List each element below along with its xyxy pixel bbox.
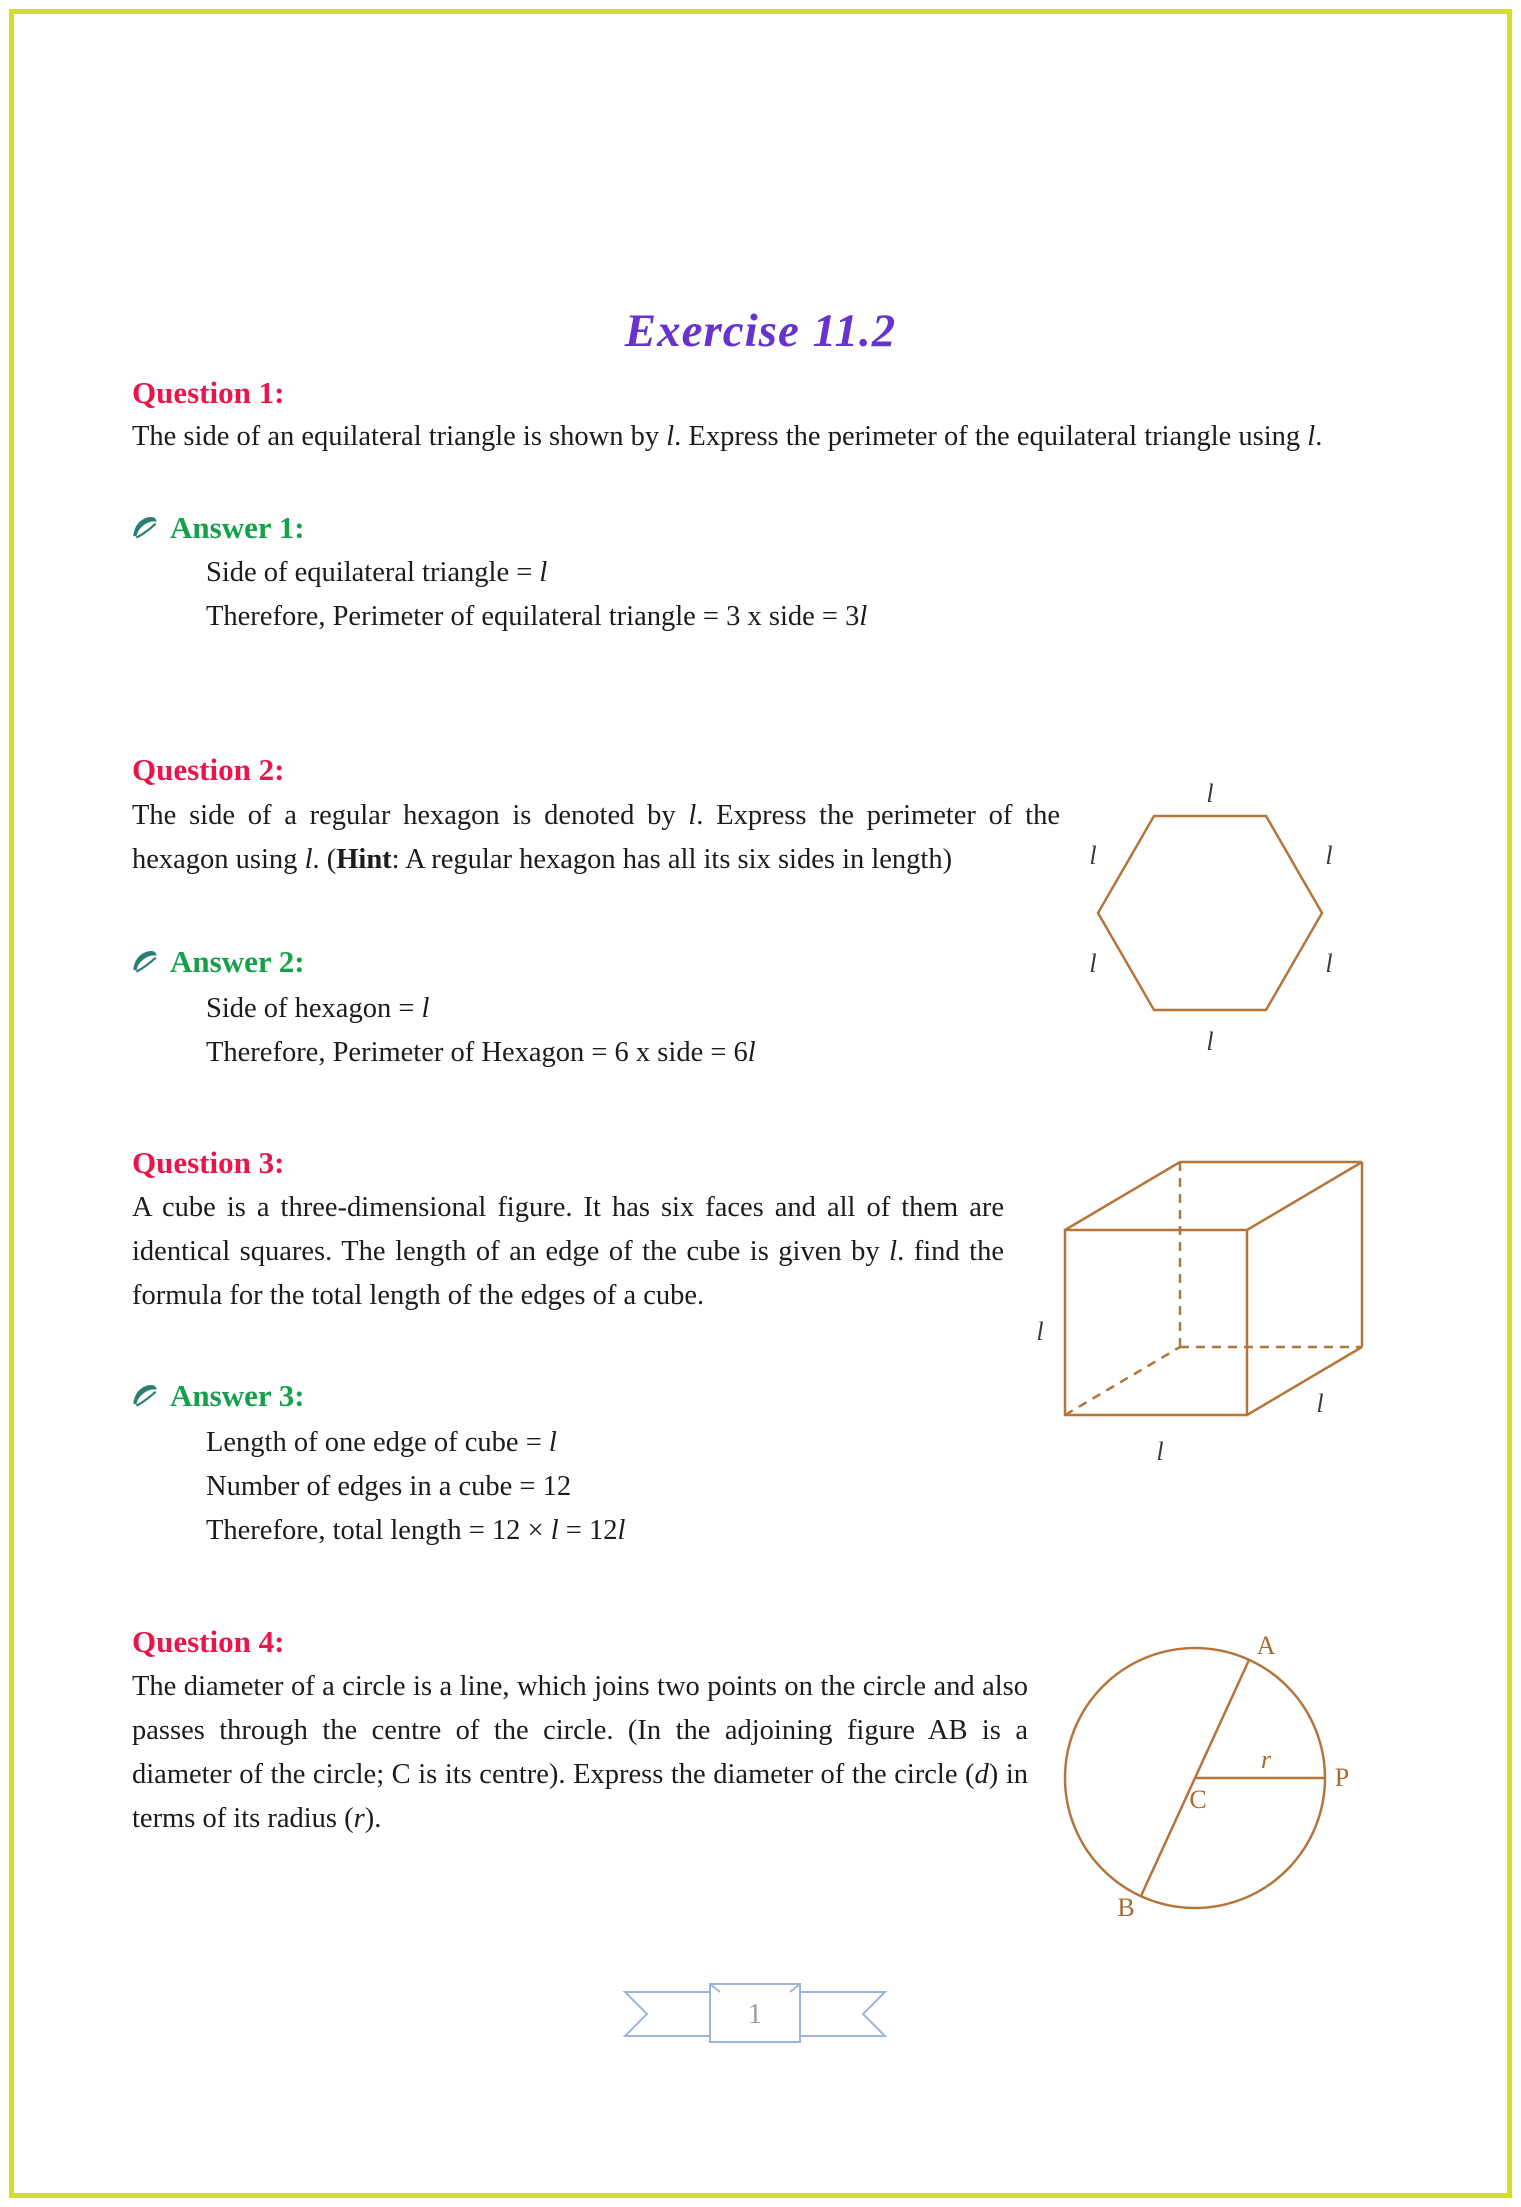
text-segment: . [1315, 421, 1323, 452]
cube-shape [1065, 1162, 1362, 1415]
question-4-text [132, 1665, 1028, 1841]
ribbon-left-tail [625, 1992, 720, 2036]
text-segment: Number of edges in a cube = 12 [206, 1471, 572, 1502]
question-2-text [132, 794, 1060, 882]
answer-1-heading [130, 512, 305, 543]
answer-3-lines [206, 1421, 625, 1553]
answer-line [206, 987, 756, 1031]
text-segment: l [688, 800, 697, 831]
text-segment: r [353, 1803, 365, 1834]
text-segment: ) in terms of its radius ( [132, 1759, 1028, 1834]
answer-1-lines [206, 551, 867, 639]
answer-3-heading-label: Answer 3: [170, 1378, 305, 1413]
text-segment: l [889, 1236, 898, 1267]
cube-edge-label-bottom: l [1156, 1437, 1164, 1466]
text-segment: l [1307, 421, 1316, 452]
text-segment: : A regular hexagon has all its six sides in length) [391, 844, 953, 875]
answer-line [206, 1421, 625, 1465]
answer-line [206, 595, 867, 639]
answer-icon [130, 1381, 160, 1411]
text-segment: l [747, 1037, 756, 1068]
circle-label-p: P [1334, 1763, 1350, 1792]
answer-line [206, 1031, 756, 1075]
page-number: 1 [748, 1999, 762, 2030]
text-segment: l [550, 1515, 559, 1546]
cube-edge-label-right: l [1316, 1389, 1324, 1418]
text-segment: Side of hexagon = [206, 993, 422, 1024]
ribbon-banner [605, 1978, 905, 2050]
answer-line [206, 1465, 625, 1509]
text-segment: . Express the perimeter of the hexagon using [132, 800, 1060, 875]
circle-label-c: C [1189, 1785, 1207, 1814]
hexagon-figure [1075, 768, 1345, 1058]
circle-shape [1065, 1648, 1325, 1908]
answer-3-heading [130, 1380, 305, 1411]
question-1-text [132, 415, 1390, 459]
text-segment: l [548, 1427, 557, 1458]
text-segment: The diameter of a circle is a line, which joins two points on the circle and also passes through the centre of the circle. (In the adjoining figure AB is a diameter of the circle; C is its centre). Express the diameter of the circle ( [132, 1671, 1028, 1790]
question-3-heading: Question 3: [132, 1145, 285, 1180]
ribbon-right-tail [790, 1992, 885, 2036]
text-segment: . Express the perimeter of the equilateral triangle using [674, 421, 1308, 452]
answer-2-lines [206, 987, 756, 1075]
answer-2-heading-label: Answer 2: [170, 944, 305, 979]
text-segment: . find the formula for the total length of the edges of a cube. [132, 1236, 1004, 1311]
text-segment: The side of a regular hexagon is denoted by [132, 800, 689, 831]
hexagon-side-label-lower-left: l [1089, 949, 1097, 978]
cube-edge-label-left: l [1036, 1317, 1044, 1346]
answer-icon [130, 513, 160, 543]
hexagon-side-label-top: l [1206, 779, 1214, 808]
text-segment: Length of one edge of cube = [206, 1427, 549, 1458]
hexagon-side-label-upper-right: l [1325, 841, 1333, 870]
text-segment: l [859, 601, 868, 632]
text-segment: The side of an equilateral triangle is shown by [132, 421, 667, 452]
text-segment: Hint [336, 844, 392, 875]
answer-1-heading-label: Answer 1: [170, 510, 305, 545]
hexagon-shape [1098, 816, 1322, 1010]
text-segment: ). [364, 1803, 382, 1834]
hexagon-side-label-lower-right: l [1325, 949, 1333, 978]
question-1-heading: Question 1: [132, 375, 285, 410]
hexagon-side-label-bottom: l [1206, 1027, 1214, 1056]
text-segment: Therefore, Perimeter of Hexagon = 6 x side = 6 [206, 1037, 748, 1068]
text-segment: Therefore, total length = 12 × [206, 1515, 551, 1546]
circle-label-r: r [1260, 1745, 1272, 1774]
exercise-title: Exercise 11.2 [624, 305, 897, 357]
text-segment: A cube is a three-dimensional figure. It has six faces and all of them are identical squares. The length of an edge of the cube is given by [132, 1192, 1004, 1267]
hexagon-side-label-upper-left: l [1089, 841, 1097, 870]
text-segment: l [304, 844, 313, 875]
text-segment: l [617, 1515, 626, 1546]
answer-line [206, 1509, 625, 1553]
text-segment: l [421, 993, 430, 1024]
text-segment: d [974, 1759, 989, 1790]
answer-icon [130, 947, 160, 977]
text-segment: = 12 [558, 1515, 618, 1546]
cube-figure [1020, 1140, 1400, 1480]
text-segment: l [666, 421, 675, 452]
question-2-heading: Question 2: [132, 752, 285, 787]
answer-2-heading [130, 946, 305, 977]
text-segment: Therefore, Perimeter of equilateral triangle = 3 x side = 3 [206, 601, 860, 632]
question-3-text [132, 1186, 1004, 1318]
circle-label-a: A [1256, 1631, 1276, 1660]
answer-line [206, 551, 867, 595]
circle-figure [1040, 1628, 1360, 1924]
text-segment: . ( [312, 844, 337, 875]
text-segment: Side of equilateral triangle = [206, 557, 540, 588]
question-4-heading: Question 4: [132, 1624, 285, 1659]
text-segment: l [539, 557, 548, 588]
circle-label-b: B [1117, 1893, 1135, 1922]
